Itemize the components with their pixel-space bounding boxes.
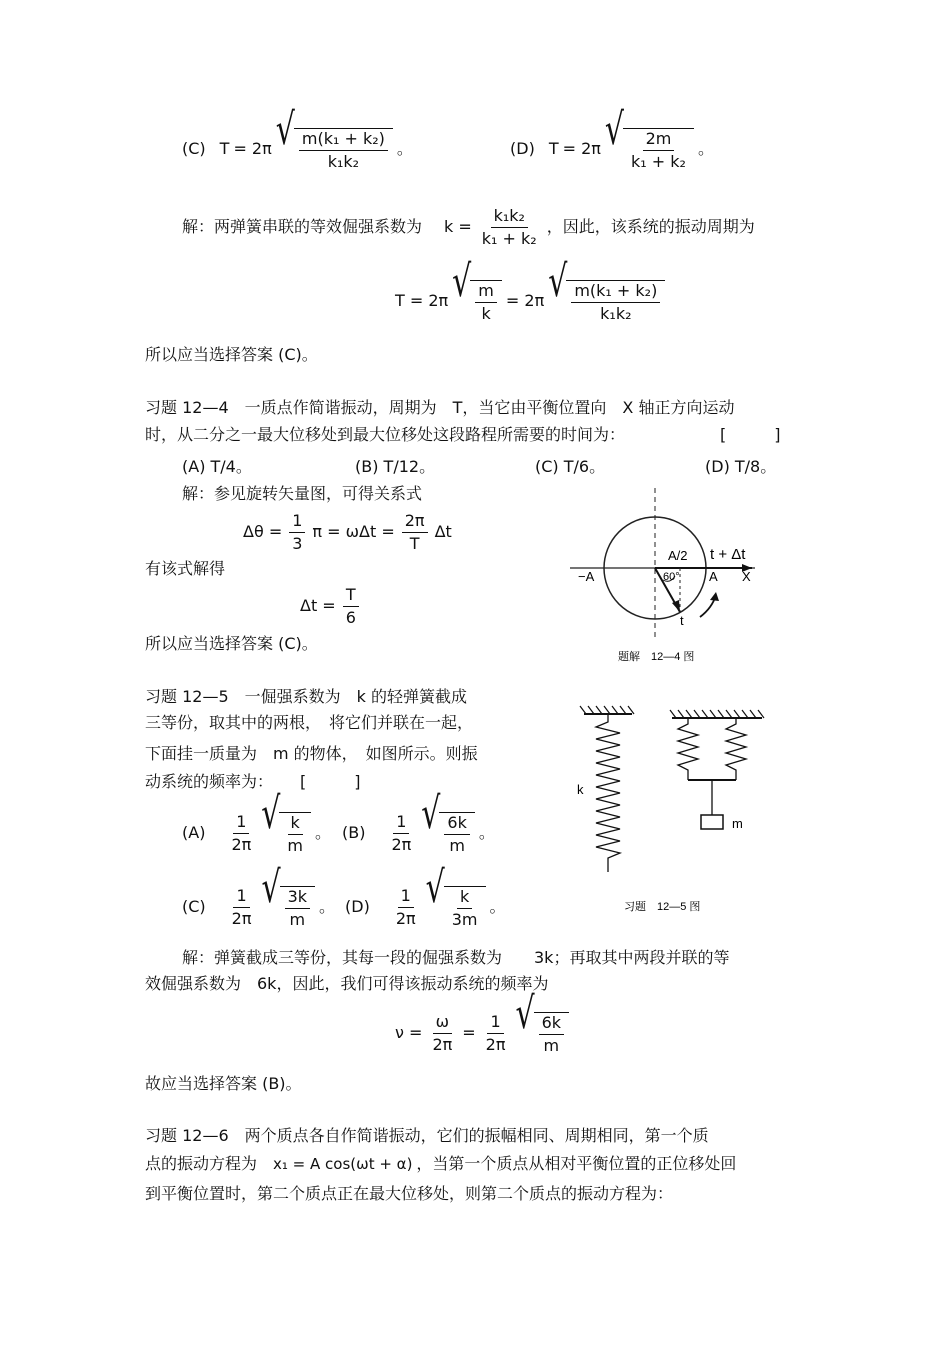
q4-result-formula: [300, 586, 362, 626]
denominator: T: [409, 533, 420, 553]
numerator: k: [288, 814, 303, 835]
denominator: k₁k₂: [600, 303, 632, 323]
q5-option-c: [182, 862, 336, 929]
sqrt-expr: √ $\frac{k}{m}$: [261, 812, 311, 854]
formula-op: =: [462, 1023, 476, 1043]
arrowhead-icon: [710, 592, 719, 601]
denominator: 2π: [231, 834, 252, 854]
fraction: [284, 814, 306, 854]
numerator: 2m: [643, 130, 675, 151]
numerator: 1: [233, 887, 249, 908]
option-label: (C): [182, 139, 206, 159]
sqrt-expr: √ $\frac{6k}{m}$: [421, 812, 475, 854]
numerator: 1: [233, 813, 249, 834]
label-neg-a: −A: [578, 569, 595, 584]
fraction: [429, 1013, 455, 1053]
fraction: [628, 130, 689, 170]
label-angle: 60°: [663, 571, 680, 583]
q4-solve-text: 有该式解得: [145, 559, 226, 578]
option-label: (D): [345, 897, 370, 917]
sqrt-expr: √ $\frac{\text{m(k₁ + k₂)}}{\text{k₁k₂}}$: [276, 128, 393, 170]
rotating-vector-figure: [560, 480, 770, 665]
q5-option-d: [345, 862, 506, 929]
denominator: 2π: [391, 834, 412, 854]
k-fraction: [479, 207, 540, 247]
option-label: (B): [342, 823, 366, 843]
fraction: [539, 1014, 564, 1054]
q4-stem-line2: 时，从二分之一最大位移处到最大位移处这段路程所需要的时间为：: [145, 425, 626, 444]
q4-option-b: (B) T/12。: [355, 457, 436, 476]
formula-lhs: T: [548, 139, 559, 159]
period-mark: 。: [396, 139, 413, 159]
option-label: (A): [182, 823, 206, 843]
stem-text: 点的振动方程为: [145, 1154, 258, 1173]
hatch-icon: [670, 710, 764, 718]
formula-lhs: Δθ =: [243, 522, 283, 542]
q3-period-formula: [395, 256, 665, 323]
q5-answer-bracket: [ ]: [300, 772, 361, 791]
formula-op: = 2π: [562, 139, 601, 159]
formula-mid: π = ωΔt =: [312, 522, 395, 542]
period-mark: 。: [314, 823, 331, 843]
numerator: 1: [487, 1013, 503, 1034]
q4-answer: 所以应当选择答案 (C)。: [145, 634, 318, 653]
label-x: X: [742, 569, 751, 584]
stem-text-2: ，当第一个质点从相对平衡位置的正位移处回: [416, 1154, 737, 1173]
denominator: 2π: [432, 1034, 453, 1054]
q5-frequency-formula: [395, 988, 569, 1055]
q4-option-d: (D) T/8。: [705, 457, 777, 476]
denominator: 2π: [485, 1034, 506, 1054]
q3-option-d: [510, 104, 714, 171]
formula-rhs: Δt: [434, 522, 452, 542]
q5-stem-line4: 动系统的频率为：: [145, 772, 274, 791]
spring-right-parallel: [726, 718, 746, 780]
fraction: [285, 888, 310, 928]
sqrt-expr: √ $\frac{6k}{m}$: [515, 1012, 569, 1054]
figure-caption: 习题 12—5 图: [624, 901, 701, 913]
fraction: [402, 512, 428, 552]
numerator: k: [457, 888, 472, 909]
formula-lhs: T: [219, 139, 230, 159]
q6-stem-line3: 到平衡位置时，第二个质点正在最大位移处，则第二个质点的振动方程为：: [145, 1184, 674, 1203]
denominator: 2π: [231, 908, 252, 928]
sqrt-expr: √ $\frac{\text{m(k₁ + k₂)}}{\text{k₁k₂}}$: [548, 280, 665, 322]
fraction: [229, 887, 255, 927]
label-half-a: A/2: [668, 548, 688, 563]
formula-op: = 2π: [233, 139, 272, 159]
formula-lhs: Δt =: [300, 596, 336, 616]
motion-equation: x₁ = A cos(ωt + α): [273, 1154, 413, 1173]
fraction: [228, 813, 254, 853]
period-mark: 。: [489, 897, 506, 917]
fraction: [475, 282, 497, 322]
denominator: m: [289, 909, 306, 929]
fraction: [483, 1013, 509, 1053]
numerator: 3k: [285, 888, 310, 909]
q5-solution-line1: 解：弹簧截成三等份，其每一段的倔强系数为 3k；再取其中两段并联的等: [182, 948, 730, 967]
fraction: [299, 130, 388, 170]
q4-stem-line1: 习题 12—4 一质点作简谐振动，周期为 T，当它由平衡位置向 X 轴正方向运动: [145, 398, 735, 417]
formula-lhs: ν =: [395, 1023, 423, 1043]
label-t-dt: t + Δt: [710, 546, 746, 563]
denominator: k₁ + k₂: [481, 228, 537, 248]
denominator: 2π: [395, 908, 416, 928]
sqrt-expr: √ $\frac{m}{k}$: [452, 280, 502, 322]
denominator: 3m: [451, 909, 478, 929]
fraction: [449, 888, 481, 928]
formula-lhs: T = 2π: [395, 291, 449, 311]
sqrt-expr: √ $\frac{k}{3m}$: [426, 886, 486, 928]
k-eq: k =: [444, 217, 472, 237]
numerator: 6k: [444, 814, 469, 835]
denominator: 6: [345, 607, 356, 627]
q5-stem-line2: 三等份，取其中的两根， 将它们并联在一起，: [145, 713, 474, 732]
fraction: [444, 814, 469, 854]
numerator: m: [475, 282, 497, 303]
label-m: m: [732, 816, 743, 831]
figure-caption: 题解 12—4 图: [618, 651, 695, 663]
numerator: 1: [393, 813, 409, 834]
q4-solution-intro: 解：参见旋转矢量图，可得关系式: [182, 484, 423, 503]
q4-answer-bracket: [ ]: [720, 425, 781, 444]
denominator: k₁ + k₂: [631, 151, 686, 171]
fraction: [388, 813, 414, 853]
fraction: [393, 887, 419, 927]
q4-relation-formula: [243, 512, 452, 552]
q5-stem-line3: 下面挂一质量为 m 的物体， 如图所示。则振: [145, 744, 478, 763]
label-a: A: [709, 569, 718, 584]
period-mark: 。: [697, 139, 714, 159]
q3-solution: [182, 207, 755, 247]
q6-stem-line2: [145, 1156, 736, 1172]
denominator: 3: [292, 533, 303, 553]
q4-option-a: (A) T/4。: [182, 457, 252, 476]
mass-block: [701, 815, 723, 829]
label-k: k: [577, 782, 584, 797]
sqrt-expr: √ $\frac{2m}{\text{k₁ + k₂}}$: [605, 128, 694, 170]
numerator: 1: [398, 887, 414, 908]
period-mark: 。: [478, 823, 495, 843]
numerator: 1: [289, 512, 305, 533]
fraction: [343, 586, 359, 626]
denominator: m: [543, 1035, 560, 1055]
numerator: ω: [433, 1013, 452, 1034]
sqrt-expr: √ $\frac{3k}{m}$: [261, 886, 315, 928]
denominator: m: [449, 835, 465, 855]
fraction: [289, 512, 305, 552]
q4-option-c: (C) T/6。: [535, 457, 606, 476]
fraction: [571, 282, 660, 322]
q5-answer: 故应当选择答案 (B)。: [145, 1074, 302, 1093]
denominator: k₁k₂: [327, 151, 360, 171]
denominator: m: [287, 835, 303, 855]
option-label: (D): [510, 139, 535, 159]
denominator: k: [481, 303, 491, 323]
numerator: m(k₁ + k₂): [299, 130, 388, 151]
formula-op: = 2π: [505, 291, 545, 311]
period-mark: 。: [319, 897, 336, 917]
q5-option-a: [182, 788, 331, 855]
label-t: t: [680, 613, 684, 628]
numerator: k₁k₂: [491, 207, 528, 228]
solution-text: 解：两弹簧串联的等效倔强系数为: [182, 217, 423, 237]
q5-solution-line2: 效倔强系数为 6k，因此，我们可得该振动系统的频率为: [145, 974, 549, 993]
numerator: T: [343, 586, 359, 607]
spring-k: [596, 714, 620, 872]
q5-option-b: [342, 788, 495, 855]
numerator: 6k: [539, 1014, 564, 1035]
option-label: (C): [182, 897, 206, 917]
q3-option-c: [182, 104, 413, 171]
hatch-icon: [580, 706, 634, 714]
spring-left-parallel: [678, 718, 698, 780]
solution-text-2: ，因此，该系统的振动周期为: [546, 217, 755, 237]
numerator: 2π: [402, 512, 428, 533]
q6-stem-line1: 习题 12—6 两个质点各自作简谐振动，它们的振幅相同、周期相同，第一个质: [145, 1126, 709, 1145]
spring-figure: [570, 700, 770, 920]
q5-stem-line1: 习题 12—5 一倔强系数为 k 的轻弹簧截成: [145, 687, 467, 706]
numerator: m(k₁ + k₂): [571, 282, 660, 303]
q3-answer: 所以应当选择答案 (C)。: [145, 345, 318, 364]
